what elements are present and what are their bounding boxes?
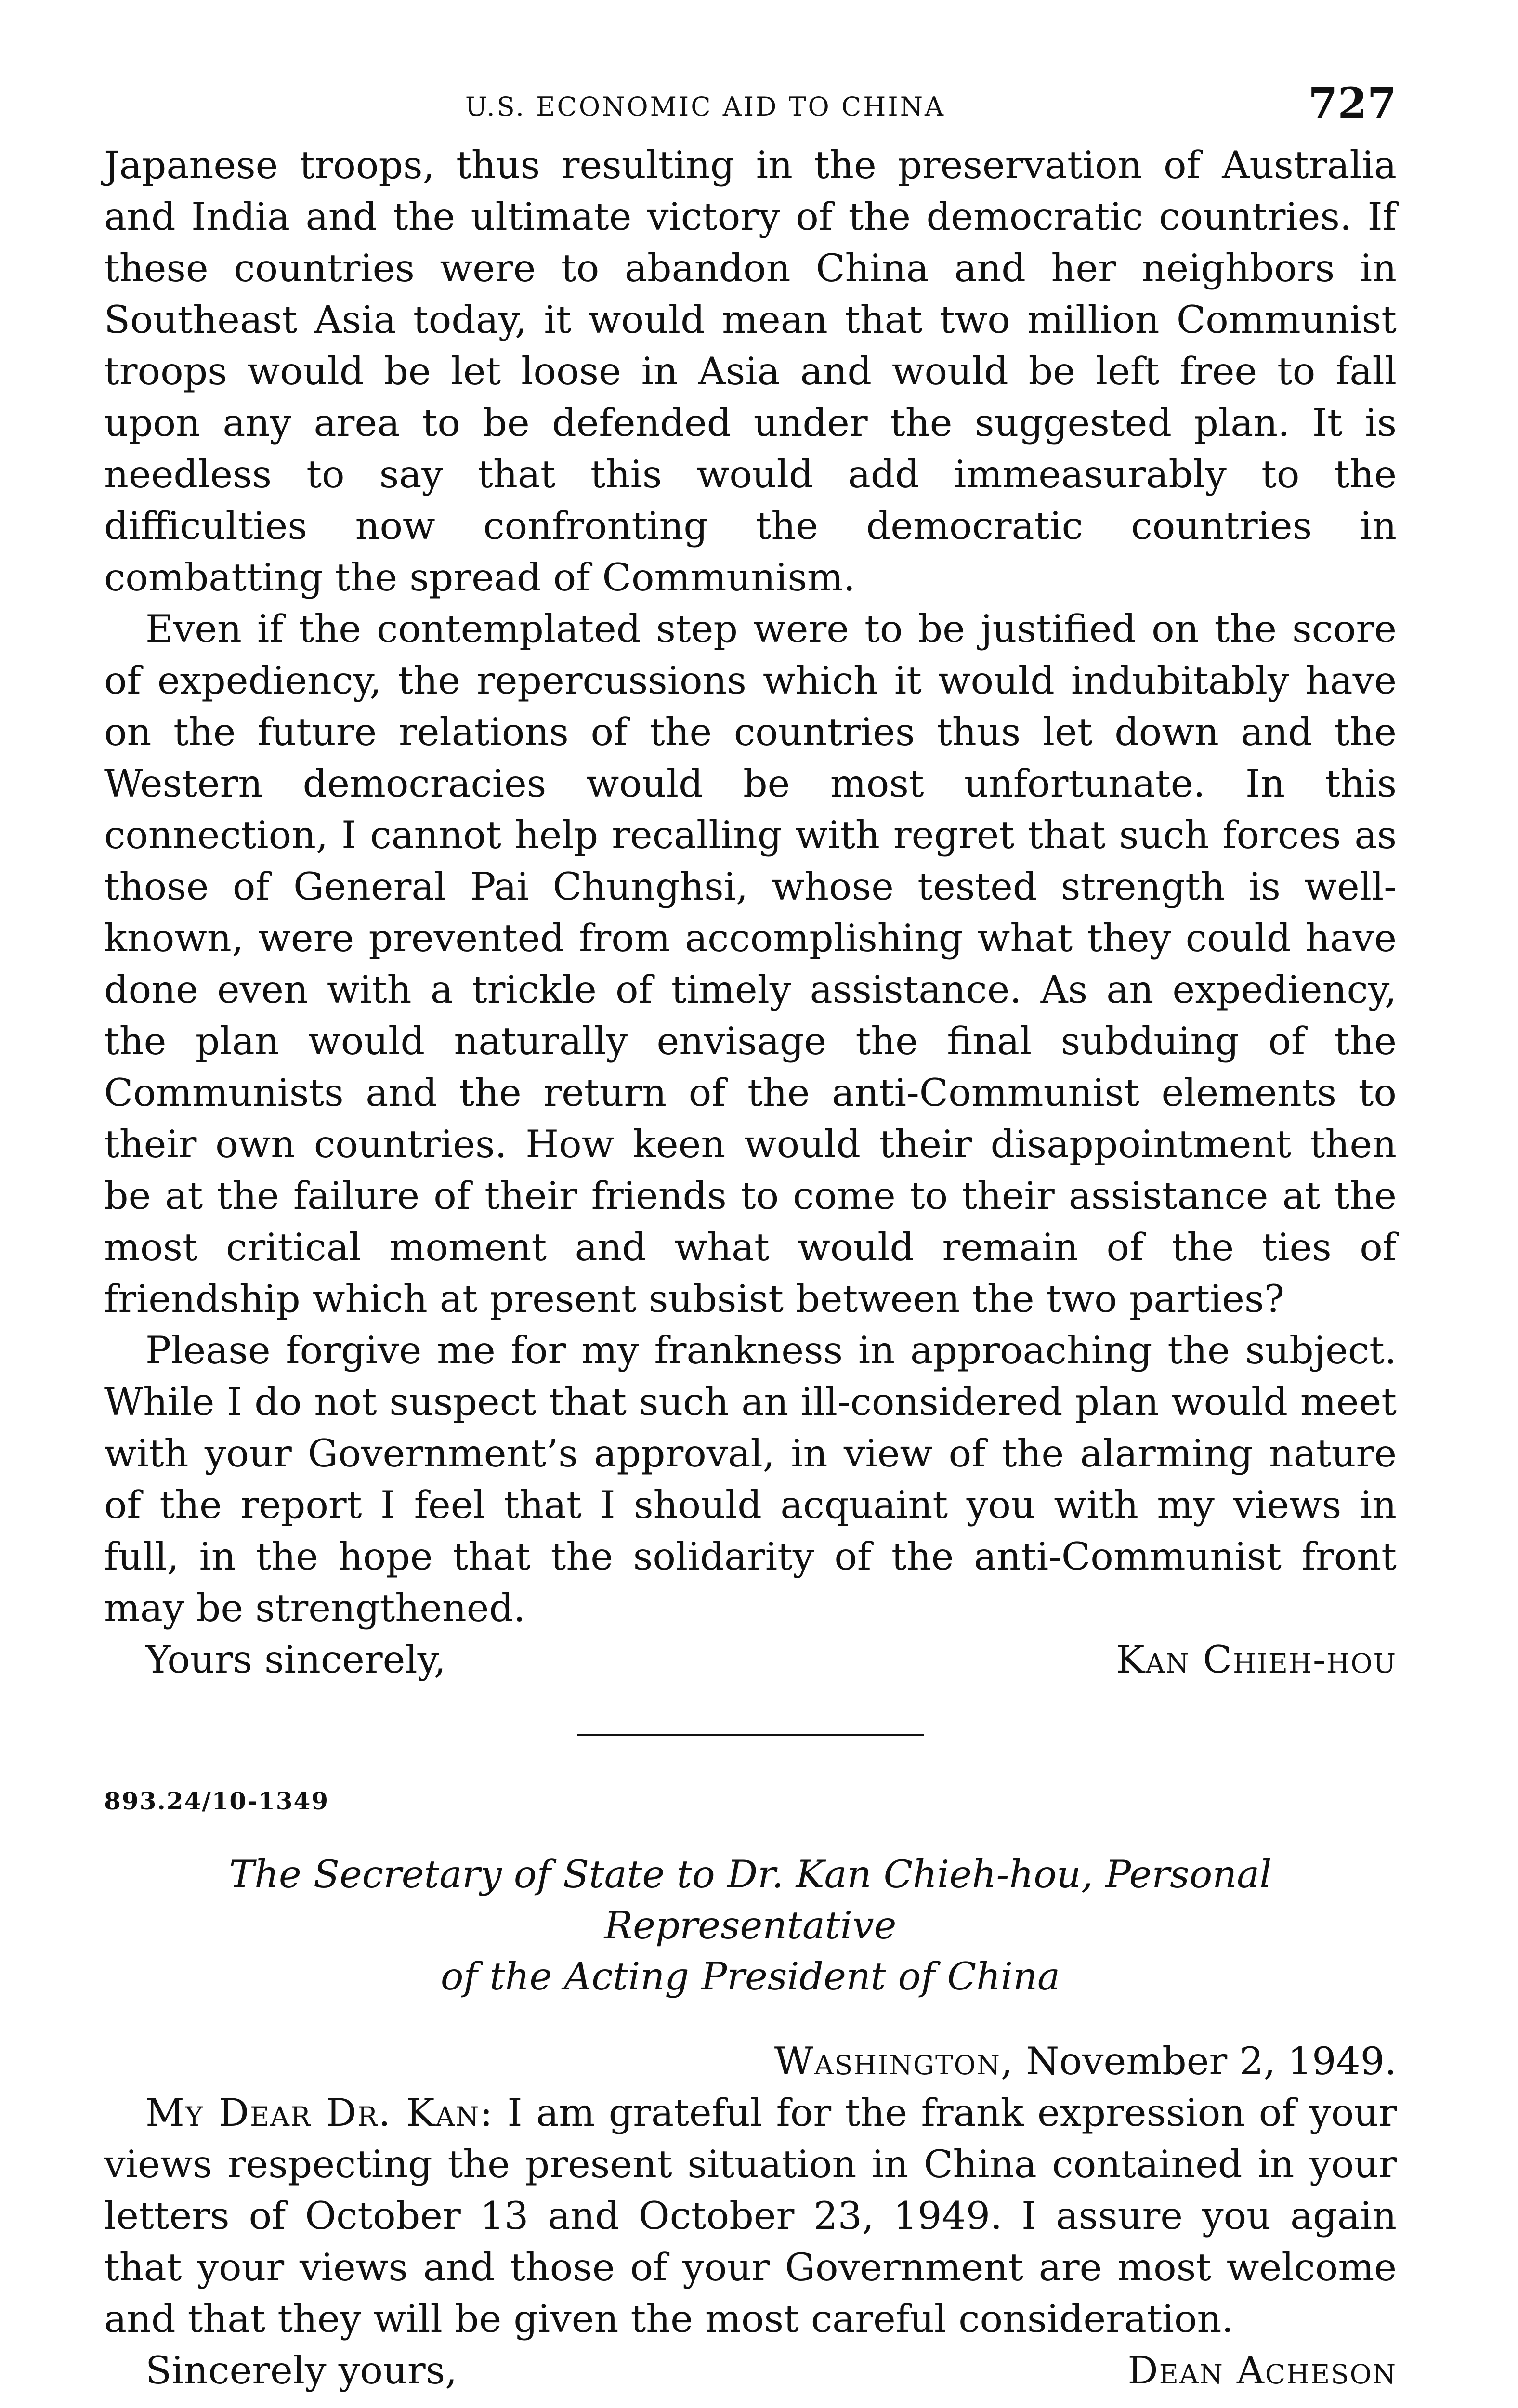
paragraph: Please forgive me for my frankness in approaching the subject. While I do not suspect that such an ill-considered plan would meet with your Government’s approval, in view of the alarming nature of the report I feel that I should acquaint you with my views in full, in the hope that the solidarity of the anti-Communist front may be strengthened. — [104, 1328, 1397, 1630]
document-page — [104, 78, 1397, 2396]
dateline — [104, 2036, 1397, 2087]
body-text: I am grateful for the frank expression of your views respecting the present situation in China contained in your letters of October 13 and October 23, 1949. I assure you again that your views and those of your Government are most welcome and that they will be given the most careful consideration. — [104, 2091, 1397, 2341]
heading-line: of the Acting President of China — [440, 1954, 1060, 1999]
closing: Yours sincerely, — [145, 1637, 446, 1682]
file-number: 893.24/10-1349 — [104, 1787, 329, 1815]
dateline-date: November 2, 1949. — [1026, 2039, 1397, 2083]
paragraph: Japanese troops, thus resulting in the preservation of Australia and India and the ultimate victory of the democratic countries. If these countries were to abandon China and her neighbors in Southeast Asia today, it would mean that two million Communist troops would be let loose in Asia and would be left free to fall upon any area to be defended under the suggested plan. It is needless to say that this would add immeasurably to the difficulties now confronting the democratic countries in combatting the spread of Communism. — [104, 143, 1397, 600]
letter-continuation — [104, 140, 1397, 1686]
signoff — [104, 2345, 1397, 2396]
paragraph — [104, 2087, 1397, 2345]
running-title: U.S. ECONOMIC AID TO CHINA — [465, 92, 945, 122]
salutation: My Dear Dr. Kan: — [145, 2091, 494, 2135]
document-heading — [104, 1849, 1397, 2002]
closing: Sincerely yours, — [145, 2348, 458, 2393]
letter-reply — [104, 1787, 1397, 2396]
paragraph: Even if the contemplated step were to be justified on the score of expediency, the repercussions which it would indubitably have on the future relations of the countries thus let down and the Western democracies would be most unfortunate. In this connection, I cannot help recalling with regret that such forces as those of General Pai Chunghsi, whose tested strength is well-known, were prevented from accomplishing what they could have done even with a trickle of timely assistance. As an expediency, the plan would naturally envisage the final subduing of the Communists and the return of the anti-Communist elements to their own countries. How keen would their disappointment then be at the failure of their friends to come to their assistance at the most critical moment and what would remain of the ties of friendship which at present subsist between the two parties? — [104, 607, 1397, 1321]
page-number: 727 — [1308, 78, 1397, 128]
signature: Dean Acheson — [1127, 2348, 1397, 2393]
signoff — [104, 1634, 1397, 1686]
heading-line: The Secretary of State to Dr. Kan Chieh-hou, Personal Representative — [229, 1852, 1272, 1948]
section-divider — [577, 1734, 924, 1736]
dateline-city: Washington, — [774, 2039, 1014, 2083]
signature: Kan Chieh-hou — [1116, 1637, 1397, 1682]
running-head — [104, 78, 1397, 140]
